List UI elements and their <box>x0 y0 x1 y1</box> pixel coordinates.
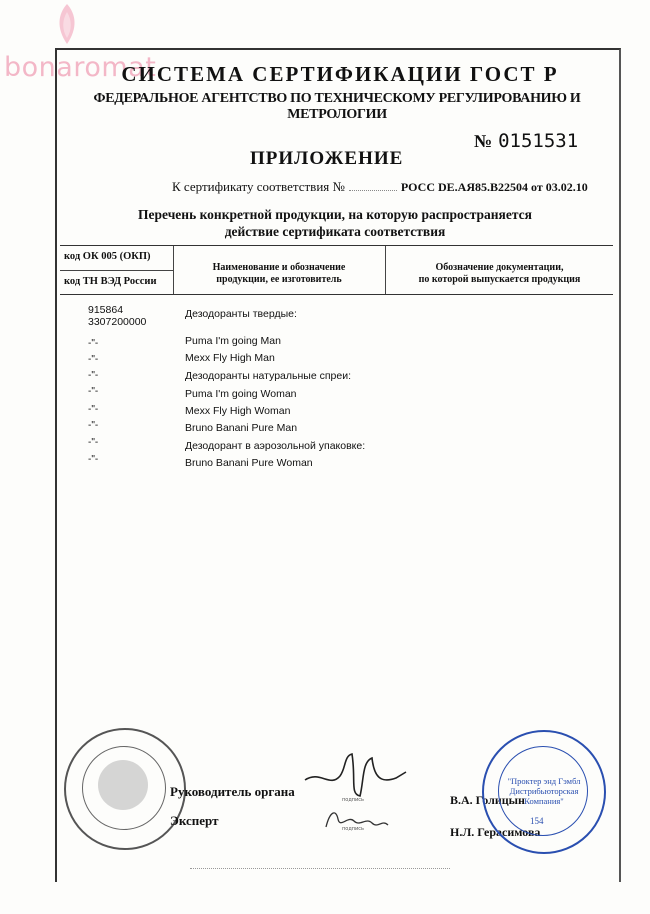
ditto-mark: -"- <box>88 404 99 415</box>
doc-header-line1: Обозначение документации, <box>435 262 564 273</box>
tnved-code: 3307200000 <box>88 316 147 328</box>
head-label: Руководитель органа <box>170 784 295 799</box>
documentation-column-header <box>386 246 613 294</box>
certificate-reference <box>172 179 588 195</box>
head-name: В.А. Голицын <box>450 793 525 807</box>
list-heading-line1: Перечень конкретной продукции, на которую распространяется <box>138 207 532 222</box>
ditto-mark: -"- <box>88 354 99 365</box>
product-column-header <box>173 246 386 294</box>
number-value: 0151531 <box>498 130 579 152</box>
seal-text: "Проктер энд Гэмбл Дистрибьюторская Компания" <box>507 776 581 806</box>
signature-caption: подпись <box>342 826 364 832</box>
list-heading-line2: действие сертификата соответствия <box>224 224 446 239</box>
list-item: Puma I'm going Man <box>185 335 281 347</box>
flower-icon <box>54 2 80 46</box>
ditto-mark: -"- <box>88 386 99 397</box>
head-signature <box>300 750 410 800</box>
okp-code: 915864 <box>88 304 124 316</box>
cert-label: К сертификату соответствия № <box>172 179 345 194</box>
ditto-mark: -"- <box>88 437 99 448</box>
company-seal <box>482 730 606 854</box>
table-header <box>60 245 613 295</box>
logo-text: bonaromat <box>4 52 157 83</box>
list-item: Bruno Banani Pure Man <box>185 422 298 434</box>
tnved-code-label: код ТН ВЭД России <box>64 276 157 287</box>
list-item: Bruno Banani Pure Woman <box>185 457 313 469</box>
expert-signature <box>322 805 392 835</box>
okp-code-label: код ОК 005 (ОКП) <box>64 251 151 262</box>
page-title: ПРИЛОЖЕНИЕ <box>250 148 404 169</box>
code-column-header <box>60 246 174 294</box>
cert-number: РОСС DE.АЯ85.В22504 от 03.02.10 <box>400 180 588 194</box>
number-sign: № <box>474 131 493 151</box>
agency-heading: ФЕДЕРАЛЬНОЕ АГЕНТСТВО ПО ТЕХНИЧЕСКОМУ РЕГУЛИРОВАНИЮ И МЕТРОЛОГИИ <box>93 91 581 122</box>
seal-number: 154 <box>530 816 544 826</box>
ditto-mark: -"- <box>88 338 99 349</box>
list-item: Mexx Fly High Woman <box>185 405 291 417</box>
list-item: Mexx Fly High Man <box>185 352 275 364</box>
list-item: Дезодорант в аэрозольной упаковке: <box>185 440 366 452</box>
doc-header-line2: по которой выпускается продукция <box>418 274 581 285</box>
product-header-line2: продукции, ее изготовитель <box>216 274 342 285</box>
footer-line <box>190 868 450 873</box>
list-item: Puma I'm going Woman <box>185 388 297 400</box>
ditto-mark: -"- <box>88 420 99 431</box>
signature-caption: подпись <box>342 797 364 803</box>
product-codes <box>88 304 146 328</box>
expert-name: Н.Л. Герасимова <box>450 825 541 839</box>
list-item: Дезодоранты натуральные спреи: <box>185 370 351 382</box>
expert-label: Эксперт <box>170 813 219 828</box>
ditto-mark: -"- <box>88 454 99 465</box>
list-heading <box>110 206 560 240</box>
certification-body-seal <box>64 728 186 850</box>
document-number <box>474 130 578 152</box>
ditto-mark: -"- <box>88 370 99 381</box>
system-heading: СИСТЕМА СЕРТИФИКАЦИИ ГОСТ Р <box>121 62 559 86</box>
list-item: Дезодоранты твердые: <box>185 308 297 320</box>
product-header-line1: Наименование и обозначение <box>212 262 346 273</box>
